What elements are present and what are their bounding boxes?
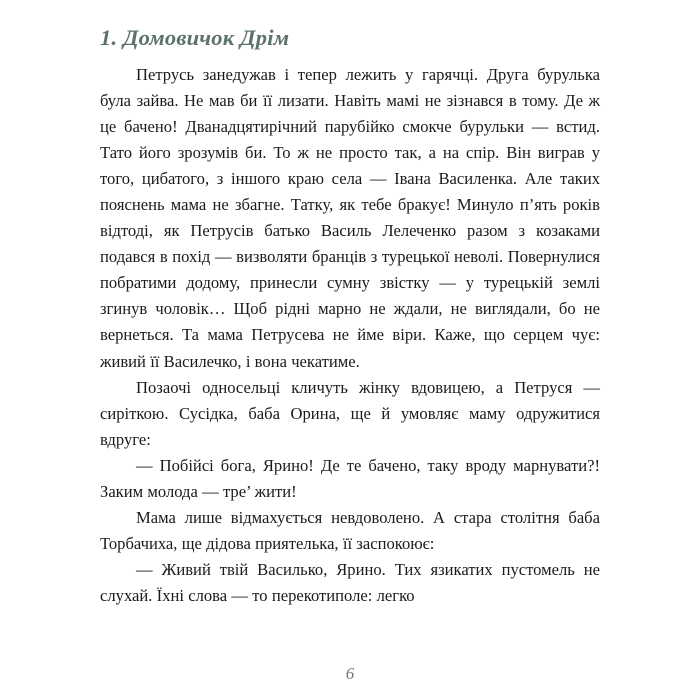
paragraph: Мама лише відмахується невдоволено. А стара столітня баба Торбачиха, ще дідова приятелька, її заспокоює: [100, 507, 600, 553]
page-number: 6 [345, 664, 355, 683]
body-text-block [100, 62, 600, 609]
chapter-title: 1. Домовичок Дрім [100, 25, 290, 51]
paragraph-dialogue: — Живий твій Василько, Ярино. Тих язикатих пустомель не слухай. Їхні слова — то перекотиполе: легко [100, 559, 600, 605]
paragraph: Позаочі односельці кличуть жінку вдовицею, а Петруся — сиріткою. Сусідка, баба Орина, ще й умовляє маму одружитися вдруге: [100, 377, 600, 449]
paragraph: Петрусь занедужав і тепер лежить у гарячці. Друга бурулька була зайва. Не мав би її лизати. Навіть мамі не зізнався в тому. Де ж це бачено! Дванадцятирічний парубійко смокче бурульки — встид. Тато його зрозумів би. То ж не просто так, а на спір. Він виграв у того, цибатого, з іншого краю села — Івана Василенка. Але таких пояснень мама не збагне. Татку, як тебе бракує! Минуло п’ять років відтоді, як Петрусів батько Василь Лелеченко разом з козаками подався в похід — визволяти бранців з турецької неволі. Повернулися побратими додому, принесли сумну звістку — у турецькій землі згинув чоловік… Щоб рідні марно не ждали, не виглядали, бо не вернеться. Та мама Петрусева не йме віри. Каже, що серцем чує: живий її Василечко, і вона чекатиме. [100, 65, 600, 371]
paragraph-dialogue: — Побійсі бога, Ярино! Де те бачено, таку вроду марнувати?! Заким молода — тре’ жити! [100, 455, 600, 501]
